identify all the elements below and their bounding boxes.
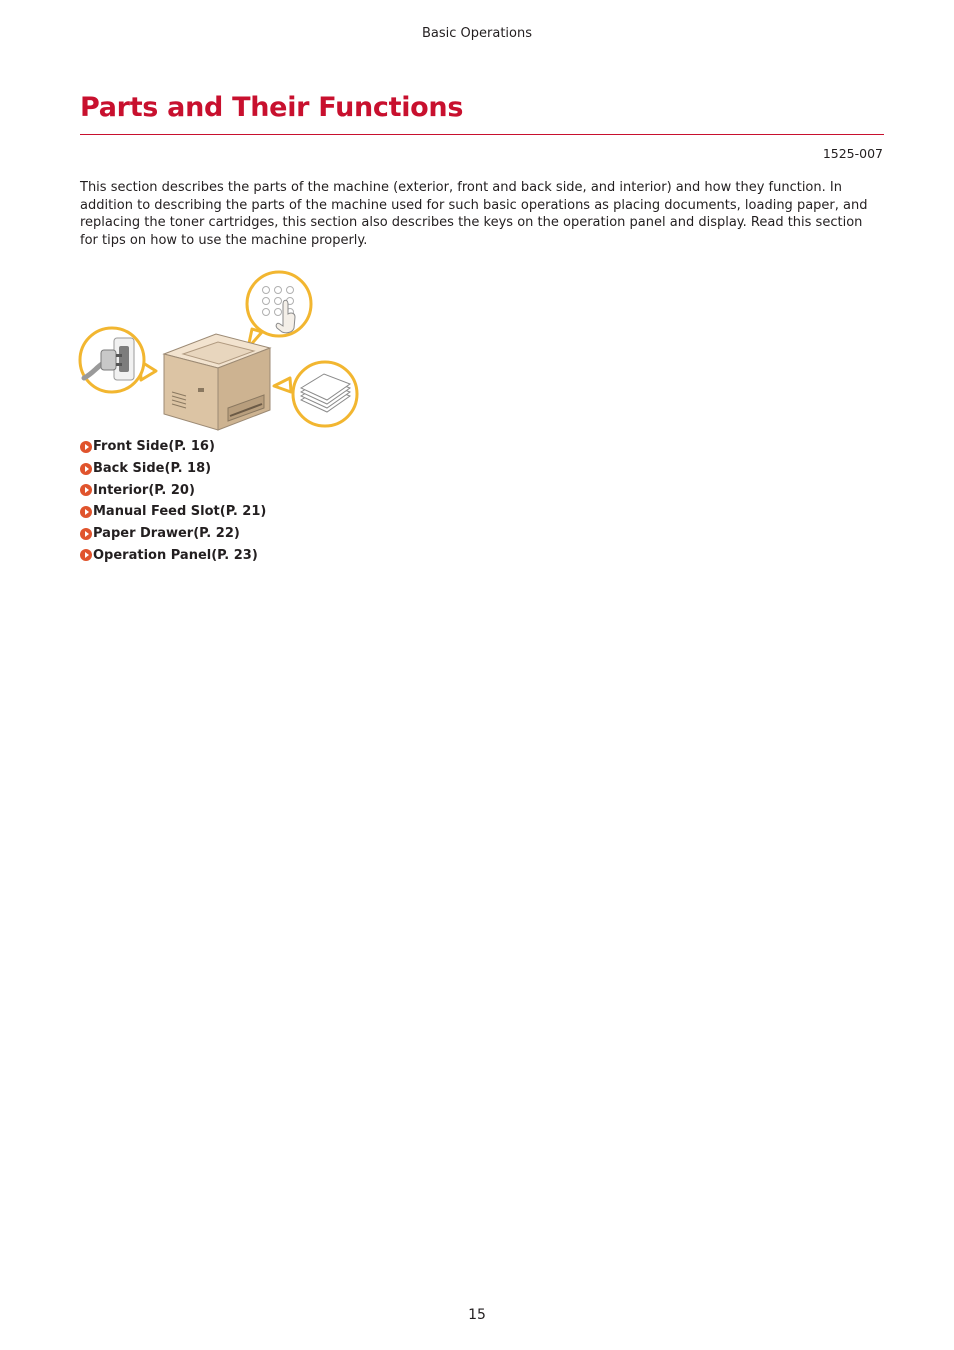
section-links [80,436,266,566]
link-label: Interior(P. 20) [93,482,195,498]
link-operation-panel[interactable] [80,544,266,566]
page-title: Parts and Their Functions [80,92,464,123]
arrow-bullet-icon [80,528,92,540]
power-plug-icon [80,328,156,392]
arrow-bullet-icon [80,506,92,518]
page-number: 15 [468,1307,486,1323]
machine-illustration [78,268,363,432]
arrow-bullet-icon [80,549,92,561]
title-divider [80,134,884,135]
link-interior[interactable] [80,479,266,501]
intro-paragraph: This section describes the parts of the machine (exterior, front and back side, and interior) and how they function. In addition to describing the parts of the machine used for such basic operations as placing documents, loading paper, and replacing the toner cartridges, this section also describes the keys on the operation panel and display. Read this section for tips on how to use the machine properly. [80,180,868,248]
link-label: Paper Drawer(P. 22) [93,526,240,542]
link-label: Back Side(P. 18) [93,461,212,477]
numeric-keypad-icon [247,272,311,348]
arrow-bullet-icon [80,463,92,475]
link-paper-drawer[interactable] [80,523,266,545]
paper-stack-icon [274,362,357,426]
printer-icon [164,334,270,430]
link-label: Operation Panel(P. 23) [93,547,258,563]
link-back-side[interactable] [80,458,266,480]
link-label: Front Side(P. 16) [93,439,215,455]
link-label: Manual Feed Slot(P. 21) [93,504,267,520]
running-header: Basic Operations [421,26,533,41]
arrow-bullet-icon [80,441,92,453]
link-front-side[interactable] [80,436,266,458]
link-manual-feed-slot[interactable] [80,501,266,523]
document-id: 1525-007 [822,146,883,161]
arrow-bullet-icon [80,484,92,496]
